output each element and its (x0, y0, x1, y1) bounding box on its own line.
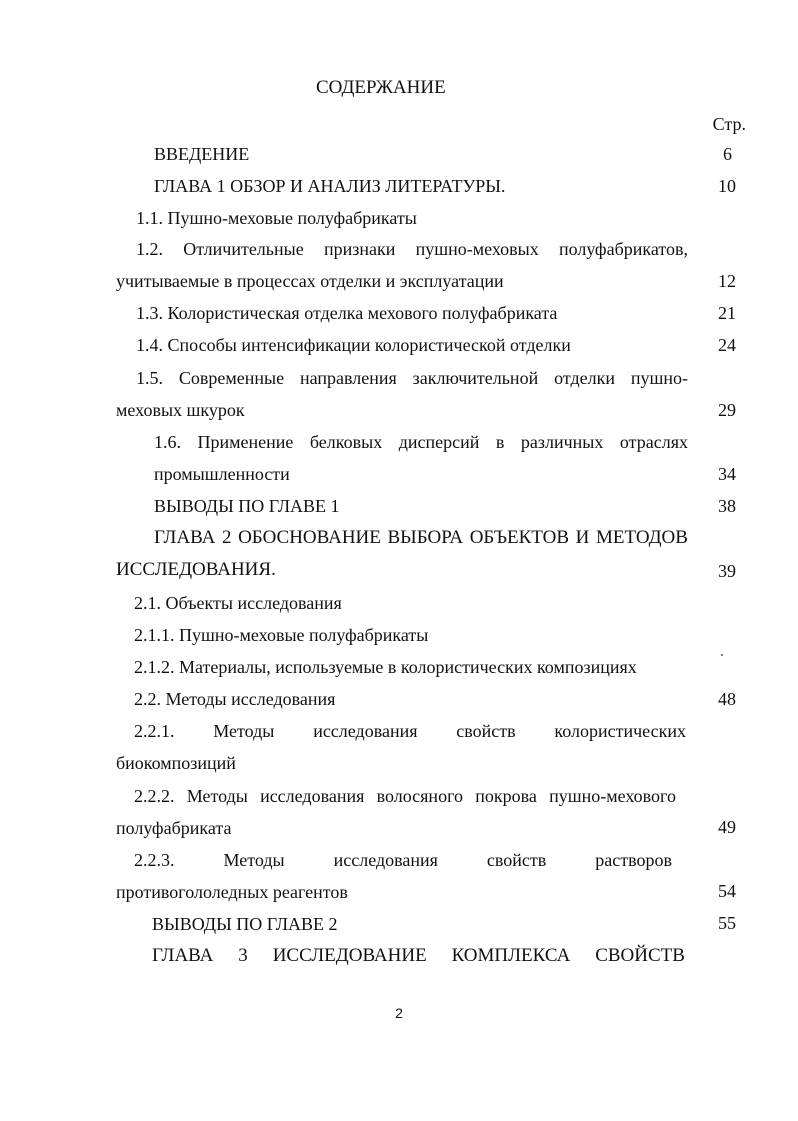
word: волосяного (376, 786, 463, 806)
word: признаки (323, 239, 396, 259)
word: свойств (486, 850, 547, 870)
toc-entry-1-6-line2: промышленности (154, 464, 290, 484)
word: 2.2.3. (134, 850, 175, 870)
toc-entry-1-6-line1 (154, 431, 688, 453)
toc-title: СОДЕРЖАНИЕ (316, 77, 446, 98)
toc-entry-1-2-line2: учитываемые в процессах отделки и эксплуатации (116, 271, 504, 291)
word: исследования (313, 721, 418, 741)
toc-entry-2-2-1-line1 (134, 720, 686, 742)
word: направления (299, 368, 397, 388)
word: Методы (186, 786, 248, 806)
word: Методы (213, 721, 275, 741)
toc-entry-chapter-2-line2: ИССЛЕДОВАНИЯ. (116, 559, 276, 580)
toc-entry-2-2-3-line2: противогололедных реагентов (116, 882, 348, 902)
toc-entry-2-2-2-line1 (134, 785, 676, 807)
page-number-footer: 2 (395, 1005, 403, 1021)
toc-entry-2-1-2: 2.1.2. Материалы, используемые в колористических композициях (134, 657, 637, 677)
toc-entry-chapter-2-line1 (154, 527, 688, 549)
word: покрова (475, 786, 537, 806)
page-number-chapter-1: 10 (718, 176, 736, 196)
word: СВОЙСТВ (595, 945, 685, 966)
page-number-introduction: 6 (723, 144, 732, 164)
word: различных (520, 432, 604, 452)
word: Методы (223, 850, 285, 870)
page-number-1-3: 21 (718, 303, 736, 323)
toc-entry-1-5-line2: меховых шкурок (116, 400, 245, 420)
word: 3 (238, 945, 248, 966)
page-number-conclusions-2: 55 (718, 913, 736, 933)
toc-entry-chapter-1: ГЛАВА 1 ОБЗОР И АНАЛИЗ ЛИТЕРАТУРЫ. (154, 176, 506, 196)
word: белковых (309, 432, 383, 452)
word: 1.6. (154, 432, 181, 452)
page-column-header: Стр. (712, 114, 746, 134)
toc-entry-2-1-1: 2.1.1. Пушно-меховые полуфабрикаты (134, 625, 429, 645)
word: 2.2.1. (134, 721, 175, 741)
word: МЕТОДОВ (595, 527, 688, 548)
word: пушно- (630, 368, 688, 388)
word: в (495, 432, 505, 452)
toc-entry-1-1: 1.1. Пушно-меховые полуфабрикаты (136, 208, 417, 228)
word: отделки (554, 368, 615, 388)
word: 2.2.2. (134, 786, 175, 806)
word: Применение (197, 432, 294, 452)
word: исследования (333, 850, 438, 870)
word: ОБОСНОВАНИЕ (238, 527, 381, 548)
page-number-2-2-3: 54 (718, 881, 736, 901)
word: Современные (178, 368, 285, 388)
page-number-1-4: 24 (718, 335, 736, 355)
word: колористических (554, 721, 686, 741)
page-number-1-6: 34 (718, 464, 736, 484)
word: ОБЪЕКТОВ (469, 527, 570, 548)
word: дисперсий (398, 432, 480, 452)
page-number-conclusions-1: 38 (718, 496, 736, 516)
toc-entry-introduction: ВВЕДЕНИЕ (154, 144, 250, 164)
page-number-chapter-2: 39 (718, 561, 736, 581)
page-number-2-2-2: 49 (718, 817, 736, 837)
word: 1.2. (136, 239, 163, 259)
toc-entry-2-2-2-line2: полуфабриката (116, 818, 232, 838)
scan-speck (721, 654, 723, 656)
word: ИССЛЕДОВАНИЕ (272, 945, 427, 966)
page-number-1-5: 29 (718, 400, 736, 420)
word: отраслях (619, 432, 688, 452)
toc-entry-2-2: 2.2. Методы исследования (134, 689, 336, 709)
word: растворов (595, 850, 672, 870)
toc-entry-conclusions-2: ВЫВОДЫ ПО ГЛАВЕ 2 (152, 914, 338, 934)
word: КОМПЛЕКСА (451, 945, 571, 966)
page-number-1-2: 12 (718, 271, 736, 291)
toc-entry-conclusions-1: ВЫВОДЫ ПО ГЛАВЕ 1 (154, 496, 340, 516)
toc-entry-2-2-3-line1 (134, 849, 672, 871)
word: свойств (456, 721, 516, 741)
toc-entry-2-2-1-line2: биокомпозиций (116, 753, 236, 773)
word: пушно-меховых (415, 239, 539, 259)
word: 2 (221, 527, 232, 548)
toc-entry-1-5-line1 (136, 367, 688, 389)
word: Отличительные (183, 239, 304, 259)
toc-entry-chapter-3-line1 (152, 945, 685, 967)
toc-entry-1-4: 1.4. Способы интенсификации колористической отделки (136, 335, 571, 355)
word: полуфабрикатов, (558, 239, 688, 259)
word: исследования (260, 786, 365, 806)
toc-entry-1-3: 1.3. Колористическая отделка мехового полуфабриката (136, 303, 558, 323)
word: заключительной (412, 368, 539, 388)
word: ГЛАВА (152, 945, 214, 966)
word: ГЛАВА (154, 527, 216, 548)
word: 1.5. (136, 368, 163, 388)
word: И (575, 527, 590, 548)
word: ВЫБОРА (387, 527, 464, 548)
word: пушно-мехового (549, 786, 676, 806)
toc-entry-1-2-line1 (136, 238, 688, 260)
page-number-2-2: 48 (718, 689, 736, 709)
toc-entry-2-1: 2.1. Объекты исследования (134, 593, 342, 613)
